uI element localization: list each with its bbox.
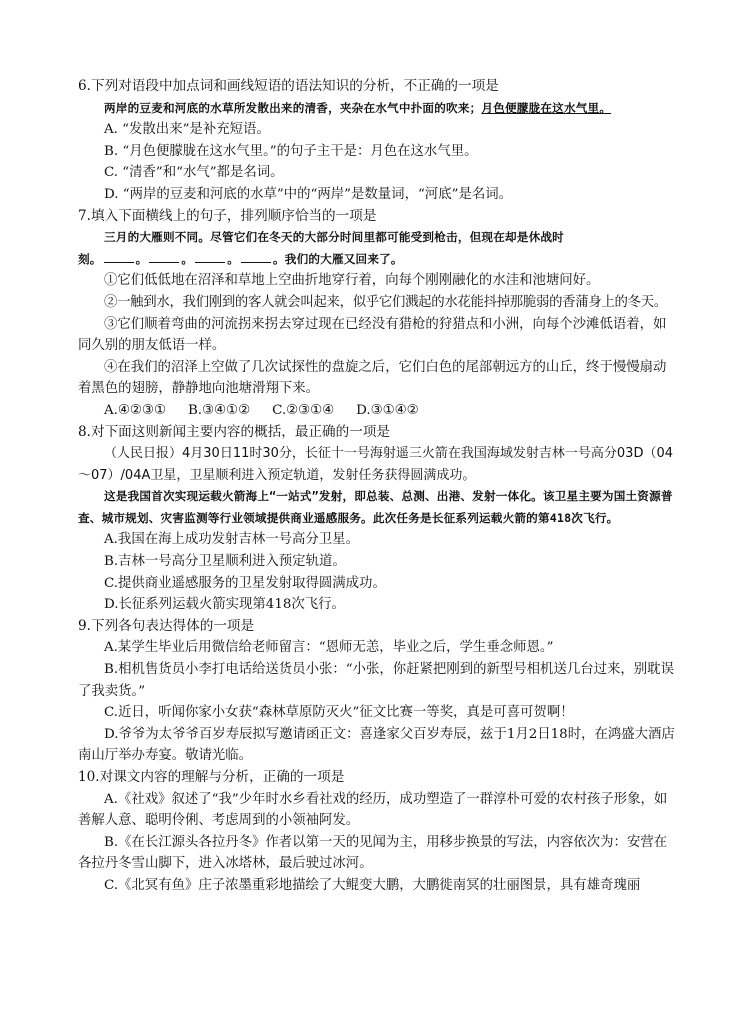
q7-passage-end: 。我们的大雁又回来了。 <box>272 251 403 266</box>
q7-sentence-3: ③它们顺着弯曲的河流拐来拐去穿过现在已经没有猎枪的狩猎点和小洲，向每个沙滩低语着，如同久别的朋友低语一样。 <box>78 316 667 354</box>
q7-blank-1 <box>104 250 134 263</box>
q7-passage-start: 刻。 <box>78 251 102 266</box>
q9-option-a: A.某学生毕业后用微信给老师留言：“恩师无恙，毕业之后，学生垂念师恩。” <box>104 640 554 656</box>
q7-options <box>78 400 679 422</box>
q8-news-paragraph-2: 这是我国首次实现运载火箭海上“一站式”发射，即总装、总测、出港、发射一体化。该卫星主要为国土资源普查、城市规划、灾害监测等行业领域提供商业遥感服务。此次任务是长征系列运载火箭的第418次飞行。 <box>78 489 673 525</box>
q10-option-a: A.《社戏》叙述了“我”少年时水乡看社戏的经历，成功塑造了一群淳朴可爱的农村孩子形象，如善解人意、聪明伶俐、考虑周到的小领袖阿发。 <box>78 791 668 829</box>
q10-option-c: C.《北冥有鱼》庄子浓墨重彩地描绘了大鲲变大鹏，大鹏徙南冥的壮丽图景，具有雄奇瑰丽 <box>104 877 641 893</box>
q6-option-d: D. “两岸的豆麦和河底的水草”中的“两岸”是数量词，“河底”是名词。 <box>104 186 512 202</box>
q6-option-a: A. “发散出来”是补充短语。 <box>104 122 270 138</box>
q6-option-c: C. “清香”和“水气”都是名词。 <box>104 165 284 181</box>
q8-option-c: C.提供商业遥感服务的卫星发射取得圆满成功。 <box>104 575 386 591</box>
q9-stem: 9.下列各句表达得体的一项是 <box>78 617 255 634</box>
q9-option-d: D.爷爷为太爷爷百岁寿辰拟写邀请函正文：喜逢家父百岁寿辰，兹于1月2日18时，在鸿盛大酒店南山厅举办寿宴。敬请光临。 <box>78 726 675 764</box>
q7-option-b: B.③④①② <box>187 402 251 418</box>
q9-option-c: C.近日，听闻你家小女获“森林草原防灭火”征文比赛一等奖，真是可喜可贺啊！ <box>104 705 574 721</box>
q6-option-b: B. “月色便朦胧在这水气里。”的句子主干是：月色在这水气里。 <box>104 143 478 159</box>
q8-stem: 8.对下面这则新闻主要内容的概括，最正确的一项是 <box>78 423 391 440</box>
q7-option-a: A.④②③① <box>104 402 166 418</box>
q10-stem: 10.对课文内容的理解与分析，正确的一项是 <box>78 769 345 785</box>
q7-blank-2 <box>149 250 179 263</box>
q7-blank-3 <box>195 250 225 263</box>
q7-passage-line1: 三月的大雁则不同。尽管它们在冬天的大部分时间里都可能受到枪击，但现在却是休战时 <box>104 230 564 245</box>
q6-passage-text: 两岸的豆麦和河底的水草所发散出来的清香，夹杂在水气中扑面的吹来； <box>104 100 482 115</box>
q7-passage-line2: 刻。 。 。 。 。我们的大雁又回来了。 <box>78 251 403 266</box>
q8-option-b: B.吉林一号高分卫星顺利进入预定轨道。 <box>104 554 346 570</box>
q7-option-c: C.②③①④ <box>272 402 335 418</box>
q7-sentence-2: ②一触到水，我们刚到的客人就会叫起来，似乎它们溅起的水花能抖掉那脆弱的香蒲身上的冬天。 <box>104 294 667 310</box>
q7-stem: 7.填入下面横线上的句子，排列顺序恰当的一项是 <box>78 207 377 224</box>
q7-sentence-4: ④在我们的沼泽上空做了几次试探性的盘旋之后，它们白色的尾部朝远方的山丘，终于慢慢扇动着黑色的翅膀，静静地向池塘滑翔下来。 <box>78 359 667 397</box>
q6-passage <box>78 98 679 120</box>
q6-stem: 6.下列对语段中加点词和画线短语的语法知识的分析，不正确的一项是 <box>78 78 499 94</box>
q7-sentence-1: ①它们低低地在沼泽和草地上空曲折地穿行着，向每个刚刚融化的水洼和池塘问好。 <box>104 273 600 289</box>
q8-option-a: A.我国在海上成功发射吉林一号高分卫星。 <box>104 532 359 548</box>
q7-option-d: D.③①④② <box>356 402 419 418</box>
q7-blank-4 <box>241 250 271 263</box>
q8-news-paragraph-1: （人民日报）4月30日11时30分，长征十一号海射遥三火箭在我国海域发射吉林一号高分03D（04～07）/04A卫星，卫星顺利进入预定轨道，发射任务获得圆满成功。 <box>78 446 673 483</box>
q8-option-d: D.长征系列运载火箭实现第418次飞行。 <box>104 597 345 613</box>
q6-passage-underlined: 月色便朦胧在这水气里。 <box>481 100 612 115</box>
q9-option-b: B.相机售货员小李打电话给送货员小张：“小张，你赶紧把刚到的新型号相机送几台过来，别耽误了我卖货。” <box>78 662 674 699</box>
q10-option-b: B.《在长江源头各拉丹冬》作者以第一天的见闻为主，用移步换景的写法，内容依次为：安营在各拉丹冬雪山脚下，进入冰塔林，最后驶过冰河。 <box>78 834 668 872</box>
